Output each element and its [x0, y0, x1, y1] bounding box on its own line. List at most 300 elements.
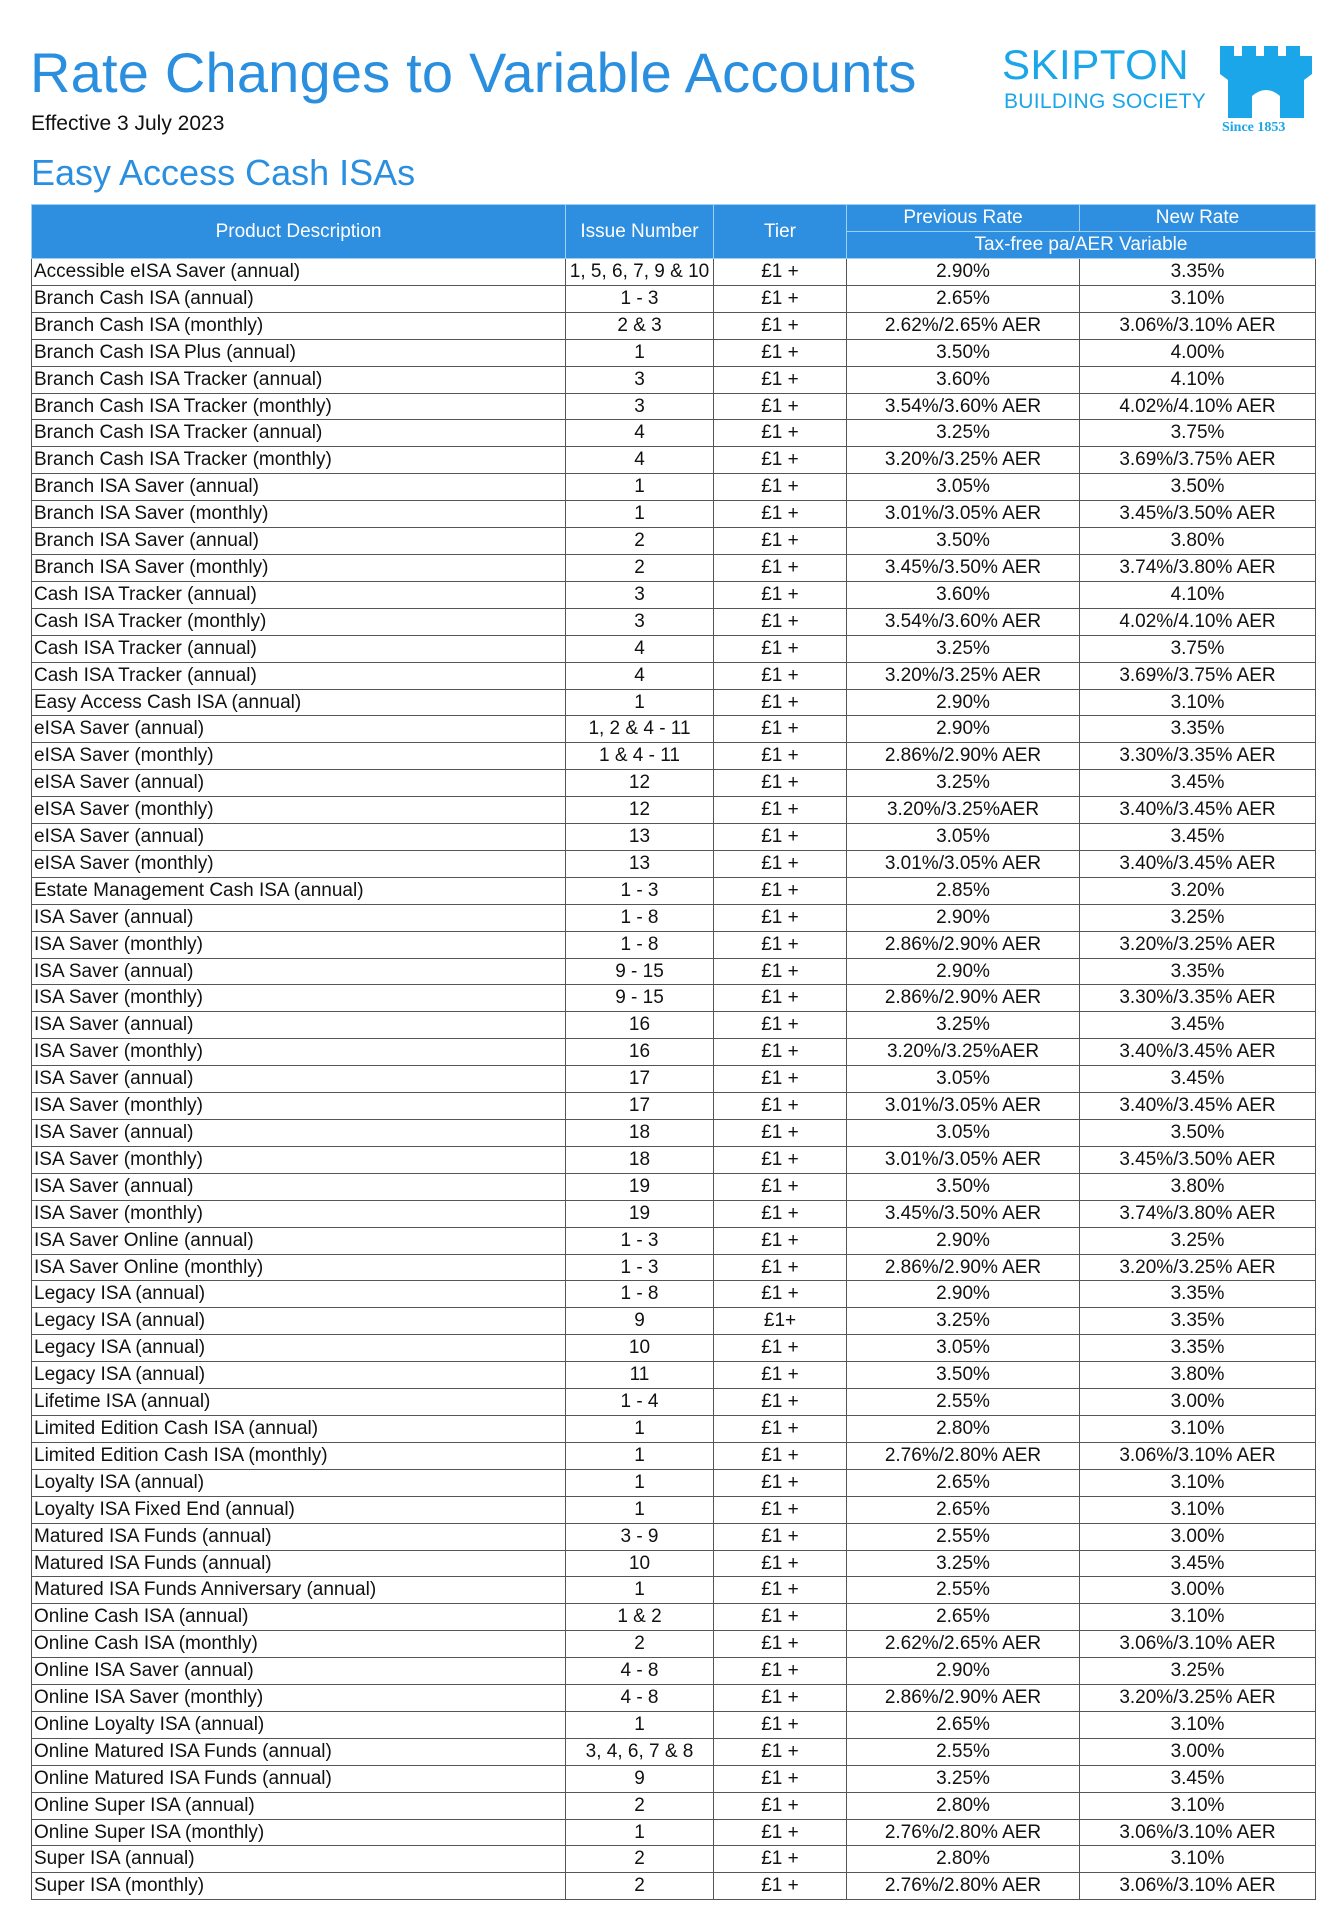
table-row [32, 1819, 1316, 1846]
tier-cell: £1 + [714, 770, 847, 797]
table-row [32, 904, 1316, 931]
previous-rate-cell: 3.01%/3.05% AER [847, 1093, 1080, 1120]
new-rate-cell: 4.10% [1080, 581, 1316, 608]
new-rate-cell: 3.35% [1080, 1308, 1316, 1335]
table-row [32, 1389, 1316, 1416]
product-cell: Legacy ISA (annual) [32, 1281, 566, 1308]
new-rate-cell: 3.40%/3.45% AER [1080, 1039, 1316, 1066]
issue-cell: 3 [566, 366, 714, 393]
issue-cell: 1 [566, 339, 714, 366]
new-rate-cell: 3.69%/3.75% AER [1080, 447, 1316, 474]
issue-cell: 18 [566, 1120, 714, 1147]
previous-rate-cell: 3.05% [847, 474, 1080, 501]
previous-rate-cell: 2.90% [847, 1227, 1080, 1254]
previous-rate-cell: 2.90% [847, 689, 1080, 716]
tier-cell: £1 + [714, 662, 847, 689]
new-rate-cell: 3.50% [1080, 474, 1316, 501]
header-rate-basis: Tax-free pa/AER Variable [847, 232, 1316, 259]
new-rate-cell: 3.06%/3.10% AER [1080, 1819, 1316, 1846]
new-rate-cell: 4.00% [1080, 339, 1316, 366]
product-cell: Branch Cash ISA Tracker (monthly) [32, 393, 566, 420]
previous-rate-cell: 3.50% [847, 1173, 1080, 1200]
previous-rate-cell: 3.20%/3.25% AER [847, 447, 1080, 474]
new-rate-cell: 3.80% [1080, 1362, 1316, 1389]
tier-cell: £1 + [714, 1873, 847, 1900]
issue-cell: 9 [566, 1765, 714, 1792]
tier-cell: £1 + [714, 1254, 847, 1281]
previous-rate-cell: 2.90% [847, 716, 1080, 743]
product-cell: Branch Cash ISA Plus (annual) [32, 339, 566, 366]
new-rate-cell: 3.45% [1080, 1765, 1316, 1792]
tier-cell: £1 + [714, 1631, 847, 1658]
tier-cell: £1 + [714, 1685, 847, 1712]
table-row [32, 1200, 1316, 1227]
tier-cell: £1 + [714, 1550, 847, 1577]
tier-cell: £1 + [714, 1738, 847, 1765]
issue-cell: 4 - 8 [566, 1685, 714, 1712]
issue-cell: 16 [566, 1012, 714, 1039]
new-rate-cell: 4.02%/4.10% AER [1080, 608, 1316, 635]
new-rate-cell: 4.02%/4.10% AER [1080, 393, 1316, 420]
tier-cell: £1 + [714, 1792, 847, 1819]
tier-cell: £1 + [714, 581, 847, 608]
issue-cell: 1 [566, 1442, 714, 1469]
new-rate-cell: 3.75% [1080, 635, 1316, 662]
previous-rate-cell: 3.05% [847, 824, 1080, 851]
product-cell: ISA Saver (monthly) [32, 1039, 566, 1066]
tier-cell: £1 + [714, 1415, 847, 1442]
tier-cell: £1 + [714, 259, 847, 286]
product-cell: Cash ISA Tracker (annual) [32, 581, 566, 608]
tier-cell: £1 + [714, 1469, 847, 1496]
product-cell: Branch ISA Saver (monthly) [32, 501, 566, 528]
tier-cell: £1 + [714, 1200, 847, 1227]
new-rate-cell: 3.00% [1080, 1577, 1316, 1604]
tier-cell: £1 + [714, 528, 847, 555]
tier-cell: £1 + [714, 1039, 847, 1066]
issue-cell: 1 - 8 [566, 931, 714, 958]
table-row [32, 1227, 1316, 1254]
issue-cell: 10 [566, 1335, 714, 1362]
table-row [32, 1738, 1316, 1765]
new-rate-cell: 3.10% [1080, 1846, 1316, 1873]
tier-cell: £1 + [714, 501, 847, 528]
previous-rate-cell: 2.80% [847, 1792, 1080, 1819]
tier-cell: £1 + [714, 1765, 847, 1792]
product-cell: Online Super ISA (monthly) [32, 1819, 566, 1846]
product-cell: ISA Saver Online (annual) [32, 1227, 566, 1254]
table-row [32, 1765, 1316, 1792]
table-row [32, 958, 1316, 985]
previous-rate-cell: 2.80% [847, 1415, 1080, 1442]
issue-cell: 4 [566, 662, 714, 689]
previous-rate-cell: 2.55% [847, 1389, 1080, 1416]
new-rate-cell: 3.35% [1080, 1281, 1316, 1308]
tier-cell: £1 + [714, 716, 847, 743]
tier-cell: £1 + [714, 1846, 847, 1873]
new-rate-cell: 3.20%/3.25% AER [1080, 931, 1316, 958]
product-cell: ISA Saver (monthly) [32, 1146, 566, 1173]
table-row [32, 1308, 1316, 1335]
tier-cell: £1 + [714, 1146, 847, 1173]
issue-cell: 2 [566, 1792, 714, 1819]
header-issue: Issue Number [566, 205, 714, 259]
tier-cell: £1 + [714, 1281, 847, 1308]
new-rate-cell: 3.10% [1080, 1496, 1316, 1523]
previous-rate-cell: 3.50% [847, 1362, 1080, 1389]
table-row [32, 581, 1316, 608]
table-row [32, 554, 1316, 581]
new-rate-cell: 3.75% [1080, 420, 1316, 447]
product-cell: Online Matured ISA Funds (annual) [32, 1738, 566, 1765]
product-cell: Legacy ISA (annual) [32, 1335, 566, 1362]
table-row [32, 1577, 1316, 1604]
issue-cell: 1 - 3 [566, 877, 714, 904]
issue-cell: 11 [566, 1362, 714, 1389]
issue-cell: 1 - 8 [566, 1281, 714, 1308]
new-rate-cell: 3.00% [1080, 1738, 1316, 1765]
new-rate-cell: 3.45% [1080, 1012, 1316, 1039]
previous-rate-cell: 3.25% [847, 420, 1080, 447]
new-rate-cell: 3.30%/3.35% AER [1080, 985, 1316, 1012]
issue-cell: 4 - 8 [566, 1658, 714, 1685]
table-row [32, 312, 1316, 339]
product-cell: Estate Management Cash ISA (annual) [32, 877, 566, 904]
new-rate-cell: 3.25% [1080, 1658, 1316, 1685]
new-rate-cell: 3.06%/3.10% AER [1080, 1442, 1316, 1469]
new-rate-cell: 3.06%/3.10% AER [1080, 1873, 1316, 1900]
previous-rate-cell: 3.45%/3.50% AER [847, 1200, 1080, 1227]
table-row [32, 1173, 1316, 1200]
new-rate-cell: 3.20%/3.25% AER [1080, 1254, 1316, 1281]
table-row [32, 1792, 1316, 1819]
issue-cell: 1 - 3 [566, 1227, 714, 1254]
issue-cell: 2 [566, 528, 714, 555]
issue-cell: 1 [566, 474, 714, 501]
product-cell: Matured ISA Funds Anniversary (annual) [32, 1577, 566, 1604]
previous-rate-cell: 2.86%/2.90% AER [847, 743, 1080, 770]
tier-cell: £1 + [714, 1362, 847, 1389]
issue-cell: 3 - 9 [566, 1523, 714, 1550]
tier-cell: £1 + [714, 554, 847, 581]
table-row [32, 420, 1316, 447]
table-row [32, 1146, 1316, 1173]
previous-rate-cell: 2.85% [847, 877, 1080, 904]
previous-rate-cell: 2.90% [847, 1281, 1080, 1308]
table-row [32, 1711, 1316, 1738]
product-cell: ISA Saver Online (monthly) [32, 1254, 566, 1281]
brand-logo [1000, 41, 1320, 140]
new-rate-cell: 3.40%/3.45% AER [1080, 850, 1316, 877]
tier-cell: £1 + [714, 1442, 847, 1469]
previous-rate-cell: 3.25% [847, 1765, 1080, 1792]
previous-rate-cell: 3.01%/3.05% AER [847, 850, 1080, 877]
table-row [32, 1685, 1316, 1712]
product-cell: eISA Saver (monthly) [32, 850, 566, 877]
new-rate-cell: 3.35% [1080, 1335, 1316, 1362]
new-rate-cell: 3.00% [1080, 1389, 1316, 1416]
new-rate-cell: 3.20%/3.25% AER [1080, 1685, 1316, 1712]
issue-cell: 1 [566, 1469, 714, 1496]
product-cell: Online Loyalty ISA (annual) [32, 1711, 566, 1738]
product-cell: Branch Cash ISA Tracker (monthly) [32, 447, 566, 474]
product-cell: ISA Saver (annual) [32, 1066, 566, 1093]
table-row [32, 1442, 1316, 1469]
product-cell: Branch Cash ISA (monthly) [32, 312, 566, 339]
issue-cell: 1 [566, 1415, 714, 1442]
issue-cell: 3 [566, 608, 714, 635]
issue-cell: 2 & 3 [566, 312, 714, 339]
issue-cell: 16 [566, 1039, 714, 1066]
tier-cell: £1 + [714, 1227, 847, 1254]
table-row [32, 770, 1316, 797]
issue-cell: 3 [566, 393, 714, 420]
new-rate-cell: 3.20% [1080, 877, 1316, 904]
issue-cell: 1 & 2 [566, 1604, 714, 1631]
issue-cell: 1 [566, 501, 714, 528]
issue-cell: 1 [566, 689, 714, 716]
new-rate-cell: 3.35% [1080, 716, 1316, 743]
product-cell: Cash ISA Tracker (annual) [32, 635, 566, 662]
table-row [32, 1120, 1316, 1147]
new-rate-cell: 3.10% [1080, 1604, 1316, 1631]
previous-rate-cell: 2.86%/2.90% AER [847, 1685, 1080, 1712]
product-cell: Branch ISA Saver (monthly) [32, 554, 566, 581]
new-rate-cell: 3.25% [1080, 1227, 1316, 1254]
product-cell: Online Cash ISA (annual) [32, 1604, 566, 1631]
previous-rate-cell: 2.76%/2.80% AER [847, 1873, 1080, 1900]
table-row [32, 447, 1316, 474]
new-rate-cell: 3.35% [1080, 259, 1316, 286]
table-row [32, 689, 1316, 716]
tier-cell: £1 + [714, 1711, 847, 1738]
new-rate-cell: 3.40%/3.45% AER [1080, 1093, 1316, 1120]
product-cell: Matured ISA Funds (annual) [32, 1523, 566, 1550]
previous-rate-cell: 2.65% [847, 1496, 1080, 1523]
previous-rate-cell: 3.60% [847, 581, 1080, 608]
product-cell: Online Super ISA (annual) [32, 1792, 566, 1819]
new-rate-cell: 3.45% [1080, 1550, 1316, 1577]
tier-cell: £1 + [714, 931, 847, 958]
table-row [32, 662, 1316, 689]
product-cell: Online ISA Saver (annual) [32, 1658, 566, 1685]
tier-cell: £1 + [714, 689, 847, 716]
previous-rate-cell: 2.65% [847, 1711, 1080, 1738]
tier-cell: £1 + [714, 1658, 847, 1685]
tier-cell: £1 + [714, 904, 847, 931]
table-row [32, 366, 1316, 393]
table-row [32, 501, 1316, 528]
table-row [32, 743, 1316, 770]
product-cell: Online Cash ISA (monthly) [32, 1631, 566, 1658]
new-rate-cell: 3.06%/3.10% AER [1080, 1631, 1316, 1658]
tier-cell: £1 + [714, 447, 847, 474]
product-cell: Branch Cash ISA Tracker (annual) [32, 366, 566, 393]
rates-table [31, 204, 1316, 1900]
previous-rate-cell: 2.90% [847, 958, 1080, 985]
issue-cell: 12 [566, 797, 714, 824]
previous-rate-cell: 3.25% [847, 635, 1080, 662]
table-row [32, 1550, 1316, 1577]
previous-rate-cell: 2.65% [847, 1469, 1080, 1496]
table-row [32, 1254, 1316, 1281]
tier-cell: £1 + [714, 877, 847, 904]
logo-name: SKIPTON [1002, 41, 1190, 88]
product-cell: ISA Saver (annual) [32, 904, 566, 931]
new-rate-cell: 3.35% [1080, 958, 1316, 985]
table-row [32, 931, 1316, 958]
new-rate-cell: 3.45%/3.50% AER [1080, 501, 1316, 528]
product-cell: eISA Saver (monthly) [32, 797, 566, 824]
issue-cell: 12 [566, 770, 714, 797]
previous-rate-cell: 2.76%/2.80% AER [847, 1442, 1080, 1469]
previous-rate-cell: 2.90% [847, 1658, 1080, 1685]
issue-cell: 1 [566, 1577, 714, 1604]
previous-rate-cell: 3.05% [847, 1120, 1080, 1147]
product-cell: Cash ISA Tracker (monthly) [32, 608, 566, 635]
tier-cell: £1 + [714, 1496, 847, 1523]
table-row [32, 1012, 1316, 1039]
tier-cell: £1 + [714, 1120, 847, 1147]
new-rate-cell: 3.10% [1080, 1469, 1316, 1496]
issue-cell: 17 [566, 1093, 714, 1120]
product-cell: Super ISA (monthly) [32, 1873, 566, 1900]
product-cell: Lifetime ISA (annual) [32, 1389, 566, 1416]
table-row [32, 608, 1316, 635]
issue-cell: 9 - 15 [566, 985, 714, 1012]
product-cell: ISA Saver (monthly) [32, 1093, 566, 1120]
issue-cell: 10 [566, 1550, 714, 1577]
tier-cell: £1 + [714, 1066, 847, 1093]
previous-rate-cell: 3.25% [847, 1308, 1080, 1335]
previous-rate-cell: 3.60% [847, 366, 1080, 393]
previous-rate-cell: 2.86%/2.90% AER [847, 931, 1080, 958]
issue-cell: 1 - 3 [566, 1254, 714, 1281]
new-rate-cell: 3.06%/3.10% AER [1080, 312, 1316, 339]
table-row [32, 1066, 1316, 1093]
table-row [32, 339, 1316, 366]
tier-cell: £1 + [714, 1523, 847, 1550]
rates-table-body [32, 259, 1316, 1900]
table-row [32, 474, 1316, 501]
issue-cell: 1 - 8 [566, 904, 714, 931]
tier-cell: £1 + [714, 958, 847, 985]
new-rate-cell: 3.45% [1080, 1066, 1316, 1093]
tier-cell: £1 + [714, 312, 847, 339]
new-rate-cell: 3.69%/3.75% AER [1080, 662, 1316, 689]
issue-cell: 1 [566, 1496, 714, 1523]
previous-rate-cell: 2.65% [847, 1604, 1080, 1631]
tier-cell: £1 + [714, 1093, 847, 1120]
table-row [32, 850, 1316, 877]
issue-cell: 2 [566, 1631, 714, 1658]
product-cell: Legacy ISA (annual) [32, 1308, 566, 1335]
previous-rate-cell: 3.54%/3.60% AER [847, 608, 1080, 635]
product-cell: Loyalty ISA Fixed End (annual) [32, 1496, 566, 1523]
previous-rate-cell: 3.01%/3.05% AER [847, 501, 1080, 528]
previous-rate-cell: 2.55% [847, 1738, 1080, 1765]
previous-rate-cell: 3.25% [847, 1550, 1080, 1577]
previous-rate-cell: 3.20%/3.25%AER [847, 797, 1080, 824]
tier-cell: £1 + [714, 1335, 847, 1362]
tier-cell: £1 + [714, 797, 847, 824]
previous-rate-cell: 2.80% [847, 1846, 1080, 1873]
product-cell: Branch ISA Saver (annual) [32, 474, 566, 501]
tier-cell: £1 + [714, 1577, 847, 1604]
tier-cell: £1 + [714, 608, 847, 635]
tier-cell: £1 + [714, 985, 847, 1012]
new-rate-cell: 3.00% [1080, 1523, 1316, 1550]
new-rate-cell: 3.74%/3.80% AER [1080, 1200, 1316, 1227]
product-cell: ISA Saver (monthly) [32, 985, 566, 1012]
new-rate-cell: 3.10% [1080, 1415, 1316, 1442]
new-rate-cell: 3.74%/3.80% AER [1080, 554, 1316, 581]
issue-cell: 3 [566, 581, 714, 608]
issue-cell: 1 & 4 - 11 [566, 743, 714, 770]
previous-rate-cell: 3.20%/3.25%AER [847, 1039, 1080, 1066]
product-cell: Online ISA Saver (monthly) [32, 1685, 566, 1712]
table-row [32, 393, 1316, 420]
table-row [32, 1523, 1316, 1550]
tier-cell: £1+ [714, 1308, 847, 1335]
table-row [32, 1496, 1316, 1523]
tier-cell: £1 + [714, 339, 847, 366]
product-cell: Legacy ISA (annual) [32, 1362, 566, 1389]
product-cell: Loyalty ISA (annual) [32, 1469, 566, 1496]
product-cell: eISA Saver (annual) [32, 716, 566, 743]
previous-rate-cell: 2.90% [847, 904, 1080, 931]
product-cell: ISA Saver (monthly) [32, 931, 566, 958]
section-title: Easy Access Cash ISAs [31, 152, 416, 193]
issue-cell: 3, 4, 6, 7 & 8 [566, 1738, 714, 1765]
issue-cell: 4 [566, 447, 714, 474]
product-cell: Accessible eISA Saver (annual) [32, 259, 566, 286]
tier-cell: £1 + [714, 1389, 847, 1416]
table-row [32, 797, 1316, 824]
table-row [32, 1039, 1316, 1066]
issue-cell: 9 [566, 1308, 714, 1335]
product-cell: Branch ISA Saver (annual) [32, 528, 566, 555]
table-row [32, 1604, 1316, 1631]
product-cell: Super ISA (annual) [32, 1846, 566, 1873]
previous-rate-cell: 3.25% [847, 1012, 1080, 1039]
previous-rate-cell: 2.65% [847, 285, 1080, 312]
previous-rate-cell: 3.50% [847, 339, 1080, 366]
product-cell: Limited Edition Cash ISA (annual) [32, 1415, 566, 1442]
new-rate-cell: 3.10% [1080, 285, 1316, 312]
header-new-rate: New Rate [1080, 205, 1316, 232]
issue-cell: 2 [566, 554, 714, 581]
effective-date: Effective 3 July 2023 [31, 112, 225, 135]
previous-rate-cell: 2.62%/2.65% AER [847, 312, 1080, 339]
page-title: Rate Changes to Variable Accounts [30, 41, 917, 104]
product-cell: ISA Saver (annual) [32, 1120, 566, 1147]
table-row [32, 1469, 1316, 1496]
previous-rate-cell: 3.01%/3.05% AER [847, 1146, 1080, 1173]
issue-cell: 18 [566, 1146, 714, 1173]
tier-cell: £1 + [714, 366, 847, 393]
issue-cell: 1, 5, 6, 7, 9 & 10 [566, 259, 714, 286]
new-rate-cell: 3.40%/3.45% AER [1080, 797, 1316, 824]
new-rate-cell: 3.10% [1080, 1711, 1316, 1738]
issue-cell: 1 [566, 1711, 714, 1738]
new-rate-cell: 3.45% [1080, 770, 1316, 797]
table-row [32, 716, 1316, 743]
new-rate-cell: 3.45%/3.50% AER [1080, 1146, 1316, 1173]
table-row [32, 1873, 1316, 1900]
table-row [32, 1362, 1316, 1389]
tier-cell: £1 + [714, 1173, 847, 1200]
